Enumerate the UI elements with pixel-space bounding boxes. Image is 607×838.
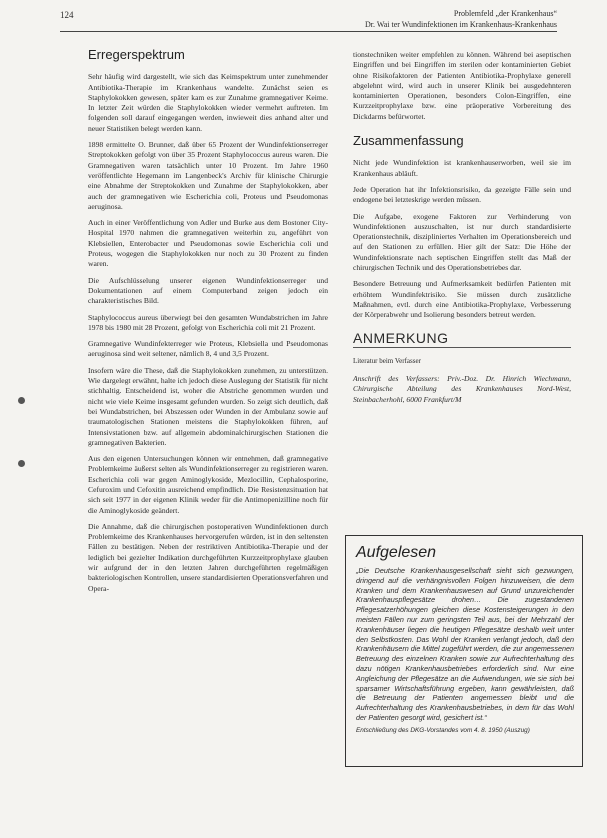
left-paragraph-1: Sehr häufig wird dargestellt, wie sich das Keimspektrum unter zunehmender Antibiotika-Therapie im Krankenhaus wandelte. Zunächst seien es Staphylokokken gewesen, später kam es zur Zunahme gramnegativer Keime. In letzter Zeit würden die Staphylokokken wieder vermehrt auftreten. Im folgenden soll darauf eingegangen werden, inwieweit dies anhand alter und neuer Statistiken belegt werden kann.	[88, 72, 328, 133]
summary-paragraph-4: Besondere Betreuung und Aufmerksamkeit bedürfen Patienten mit erhöhtem Wundinfektrisiko. Sie müssen durch zusätzliche Maßnahmen, evtl. durch eine Antibiotika-Prophylaxe, Verbesserung der Körperabwehr und Isolierung besonders betreut werden.	[353, 279, 571, 320]
left-paragraph-5: Staphylococcus aureus überwiegt bei den gesamten Wundabstrichen im Jahre 1978 bis 1980 mit 28 Prozent, gefolgt von Escherichia coli mit 21 Prozent.	[88, 312, 328, 332]
left-column	[88, 47, 328, 600]
box-source: Entschließung des DKG-Vorstandes vom 4. 8. 1950 (Auszug)	[356, 726, 530, 734]
box-quote: „Die Deutsche Krankenhausgesellschaft sieht sich gezwungen, dringend auf die verhängnisvollen Folgen hinzuweisen, die dem Kranken und dem Krankenhauswesen auf Grund unzureichender Krankenhauspflegesätze drohen… Die zugestandenen Pflegesatzerhöhungen gleichen diese Kostensteigerungen in den meisten Fällen nur zum geringsten Teil aus, bei der Mehrzahl der Krankenhäuser liegen die heutigen Pflegesätze deshalb weit unter den Selbstkosten. Das Wohl der Kranken verlangt jedoch, daß den Krankenhäusern die Mittel zugeführt werden, die zur angemessenen Betreuung des einzelnen Kranken sowie zur Aufrechterhaltung des dazu nötigen Krankenhausbetriebes erforderlich sind. Nur eine Angleichung der Pflegesätze an die Aufwendungen, wie sie sich bei sparsamer Wirtschaftsführung ergeben, kann gewährleisten, daß die Betreuung der Patienten angemessen bleibt und die Aufrechterhaltung des Krankenhausbetriebes, in dem für das Wohl der Patienten gesorgt wird, gesichert ist.“	[356, 566, 574, 722]
summary-paragraph-2: Jede Operation hat ihr Infektionsrisiko, da gezeigte Fälle sein und endogene bei letzteskrige werden müssen.	[353, 184, 571, 205]
running-header-line2: Dr. Wai ter Wundinfektionen im Krankenhaus-Krankenhaus	[364, 20, 557, 29]
left-paragraph-4: Die Aufschlüsselung unserer eigenen Wundinfektionserreger und Dokumentationen auf einem Computerband zeigen jedoch ein charakteristisches Bild.	[88, 275, 328, 306]
left-paragraph-3: Auch in einer Veröffentlichung von Adler und Burke aus dem Bostoner City-Hospital 1970 nahmen die gramnegativen weiterhin zu, angeführt von Klebsiellen, Enterobacter und Pseudomonas sowie Escherichia coli und Proteus, wogegen die Staphylokokken nur noch zu 30 Prozent zu finden waren.	[88, 218, 328, 269]
summary-paragraph-3: Die Aufgabe, exogene Faktoren zur Verhinderung von Wundinfektionen auszuschalten, ist nur durch standardisierte Operationstechnik, diszipliniertes Verhalten im Operationsbereich und auf den Stationen zu erfüllen. Hier gilt der Satz: Die Höhe der Wundinfektionsrate nach septischen Eingriffen stellt das Maß der chirurgischen Technik und des Operationsbetriebes dar.	[353, 211, 571, 273]
left-paragraph-2: 1898 ermittelte O. Brunner, daß über 65 Prozent der Wundinfektionserreger Streptokokken gefolgt von über 35 Prozent Staphylococcus aureus waren. Die Gramnegativen waren tatsächlich unter 10 Prozent. Im Jahre 1960 veröffentlichte Hegemann im Langenbeck's Archiv für klinische Chirurgie eine Abnahme der Streptokokken und Zunahme der Staphylokokken, aber auch der gramnegativen wie Escherichia coli, Proteus und Pseudomonas aeruginosa.	[88, 140, 328, 211]
left-paragraph-7: Insofern wäre die These, daß die Staphylokokken zunehmen, zu unterstützen. Wie dargelegt erwähnt, halte ich jedoch diese Auslegung der Statistik für nicht stichhaltig. Entscheidend ist, woher die Abstriche genommen wurden und nicht wie viele Keime insgesamt gefunden wurden. So zeigt sich deutlich, daß bei Wundabstrichen, bei Abszessen oder Wunden in der Ambulanz sowie auf traumatologischen Stationen meistens die Staphylokokken führen, auf Intensivstationen bzw. auf allgemein abdominalchirurgischen Stationen die gramnegativen Bakterien.	[88, 365, 328, 447]
header-rule	[60, 31, 557, 32]
punch-hole-1	[18, 397, 25, 404]
right-paragraph-continued: tionstechniken weiter empfehlen zu können. Während bei aseptischen Eingriffen und bei Eingriffen im sterilen oder kontaminierten Gebiet ohne Risikofaktoren der Patienten Antibiotika-Prophylaxe generell abgelehnt wird, wird auch in unserer Klinik bei ausgedehnteren kontaminierten Operationen, besonders Colon-Eingriffen, eine Kurzzeitprophylaxe bzw. eine präoperative Vorbereitung des Dickdarms befürwortet.	[353, 50, 571, 121]
author-address: Anschrift des Verfassers: Priv.-Doz. Dr. Hinrich Wiechmann, Chirurgische Abteilung des Krankenhauses Nord-West, Steinbacherhohl, 6000 Frankfurt/M	[353, 374, 571, 404]
section-heading-zusammenfassung: Zusammenfassung	[353, 133, 464, 149]
box-title: Aufgelesen	[356, 544, 437, 561]
aufgelesen-box	[345, 535, 583, 767]
page-number: 124	[60, 10, 74, 20]
annotation-rule	[353, 347, 571, 348]
left-paragraph-6: Gramnegative Wundinfekterreger wie Proteus, Klebsiella und Pseudomonas aeruginosa sind weit seltener, nämlich 8, 4 und 3,5 Prozent.	[88, 339, 328, 359]
annotation-literature-note: Literatur beim Verfasser	[353, 356, 421, 365]
running-header-line1: Problemfeld „der Krankenhaus“	[453, 9, 557, 18]
summary-paragraph-1: Nicht jede Wundinfektion ist krankenhauserworben, weil sie im Krankenhaus abläuft.	[353, 158, 571, 178]
section-heading-erregerspektrum: Erregerspektrum	[88, 47, 185, 62]
left-paragraph-8: Aus den eigenen Untersuchungen können wir entnehmen, daß gramnegative Problemkeime äußerst selten als Wundinfektionserreger zu registrieren waren. Escherichia coli war gegen Aminoglykoside, Mezlocillin, Cephalosporine, Cefuroxim und Cefoxitin ausreichend empfindlich. Die Resistenzsituation hat sich seit 1977 in der eigenen Klinik weder für die Antimopenizilline noch für die Aminoglykoside geändert.	[88, 454, 328, 515]
right-column	[353, 50, 571, 405]
left-paragraph-9: Die Annahme, daß die chirurgischen postoperativen Wundinfektionen durch Problemkeime des Krankenhauses hervorgerufen würden, ist in den seltensten Fällen zu bestätigen. Neben der restriktiven Antibiotika-Therapie und der lediglich bei gezielter Indikation durchgeführten Kurzzeitprophylaxe glauben wir aufgrund der in den letzten Jahren durchgeführten regelmäßigen bakteriologischen Kontrollen, unsere standardisierten Operationsverfahren und Opera-	[88, 521, 328, 593]
running-header	[365, 8, 557, 30]
punch-hole-2	[18, 460, 25, 467]
annotation-heading: ANMERKUNG	[353, 329, 449, 346]
